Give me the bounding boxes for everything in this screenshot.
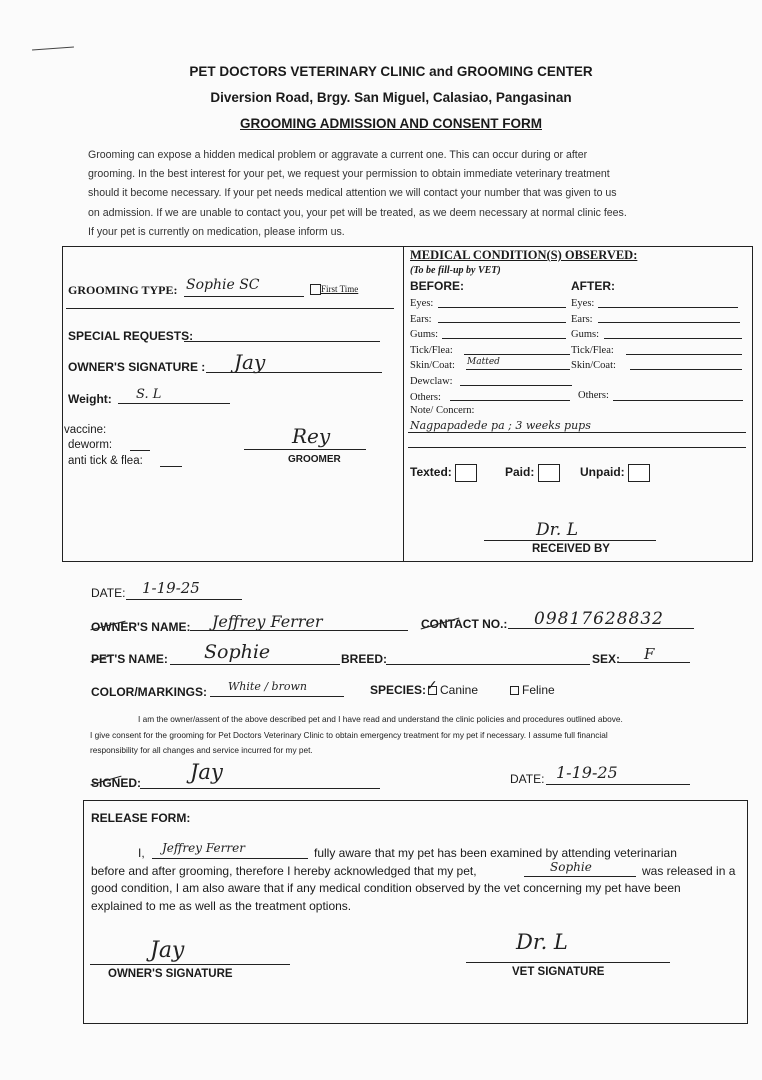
paid-checkbox[interactable]: [538, 464, 560, 482]
after-line: [626, 354, 742, 355]
before-skincoat-label: Skin/Coat:: [410, 360, 455, 372]
paid-label: [505, 464, 560, 482]
clinic-name: PET DOCTORS VETERINARY CLINIC and GROOMING CENTER: [189, 64, 593, 79]
date-line: [126, 599, 242, 600]
release-owner-value[interactable]: Jeffrey Ferrer: [162, 841, 245, 855]
anti-tick-line: [160, 466, 182, 467]
pet-name-line: [170, 664, 340, 665]
date2-value[interactable]: 1-19-25: [556, 763, 618, 782]
release-owner-sig-label: OWNER'S SIGNATURE: [108, 968, 233, 980]
weight-line: [118, 403, 230, 404]
skin-coat-before-value[interactable]: Matted: [467, 357, 500, 367]
after-ears-label: Ears:: [571, 313, 593, 325]
color-value[interactable]: White / brown: [228, 680, 307, 693]
release-text-3: was released in a: [642, 864, 736, 878]
medical-title: MEDICAL CONDITION(S) OBSERVED:: [410, 248, 638, 262]
after-line: [598, 307, 738, 308]
signed-line: [140, 788, 380, 789]
received-label: RECEIVED BY: [532, 543, 610, 555]
before-line: [438, 322, 566, 323]
before-others-label: Others:: [410, 391, 441, 403]
consent-line: I give consent for the grooming for Pet Doctors Veterinary Clinic to obtain emergency treatment for my pet if necessary. I assume full financial: [90, 729, 608, 740]
consent-line: I am the owner/assent of the above described pet and I have read and understand the clinic policies and procedures outlined above.: [138, 714, 623, 724]
contact-label: CONTACT NO.:: [421, 617, 508, 631]
paid-text: Paid:: [505, 465, 535, 480]
consent-line: responsibility for all changes and service incurred for my pet.: [90, 745, 313, 755]
weight-value[interactable]: S. L: [136, 387, 162, 402]
signed-value[interactable]: Jay: [190, 760, 223, 784]
contact-value[interactable]: 09817628832: [534, 609, 664, 629]
anti-tick-label: anti tick & flea:: [68, 455, 143, 467]
release-vet-signature[interactable]: Dr. L: [516, 930, 568, 954]
special-requests-line: [184, 341, 380, 342]
before-column: [410, 296, 455, 405]
after-line: [630, 369, 742, 370]
note-value[interactable]: Nagpapadede pa ; 3 weeks pups: [410, 419, 591, 432]
before-line: [464, 354, 570, 355]
release-text-2: before and after grooming, therefore I hereby acknowledged that my pet,: [91, 864, 477, 878]
intro-line: grooming. In the best interest for your pet, we request your permission to obtain immediate veterinary treatment: [88, 168, 610, 181]
deworm-label: deworm:: [68, 439, 113, 451]
before-line: [460, 385, 572, 386]
note-label: Note/ Concern:: [410, 405, 475, 416]
after-line: [598, 322, 740, 323]
groomer-label: GROOMER: [288, 454, 341, 465]
unpaid-checkbox[interactable]: [628, 464, 650, 482]
after-gums-label: Gums:: [571, 329, 600, 341]
feline-label: Feline: [522, 683, 555, 697]
breed-label: BREED:: [341, 652, 388, 666]
after-others-label: Others:: [578, 390, 609, 401]
note-line-2: [408, 447, 746, 448]
intro-line: Grooming can expose a hidden medical problem or aggravate a current one. This can occur during or after: [88, 149, 588, 161]
intro-line: If your pet is currently on medication, please inform us.: [88, 225, 345, 238]
unpaid-text: Unpaid:: [580, 465, 625, 480]
release-text-5: explained to me as well as the treatment options.: [91, 899, 352, 913]
canine-check-mark: ✓: [426, 678, 438, 694]
release-vet-sig-label: VET SIGNATURE: [512, 966, 605, 978]
medical-subtitle: (To be fill-up by VET): [410, 265, 501, 276]
release-pet-line: [524, 876, 636, 877]
color-line: [210, 696, 344, 697]
texted-text: Texted:: [410, 465, 452, 480]
release-i-label: I,: [138, 846, 145, 860]
owner-signature-value[interactable]: Jay: [234, 350, 266, 374]
release-vet-sig-line: [466, 962, 670, 963]
before-gums-label: Gums:: [410, 329, 439, 341]
color-label: COLOR/MARKINGS:: [91, 685, 207, 699]
before-tickflea-label: Tick/Flea:: [410, 344, 453, 356]
consent-text: [90, 712, 623, 759]
before-label: BEFORE:: [410, 279, 464, 293]
pet-name-value[interactable]: Sophie: [204, 641, 271, 663]
after-skincoat-label: Skin/Coat:: [571, 360, 616, 372]
after-label: AFTER:: [571, 279, 615, 293]
groomer-line: [244, 449, 366, 450]
before-eyes-label: Eyes:: [410, 298, 434, 309]
intro-line: on admission. If we are unable to contact you, your pet will be treated, as we deem necessary at normal clinic fees.: [88, 206, 627, 219]
stray-pen-mark: [32, 47, 74, 51]
release-pet-value[interactable]: Sophie: [550, 860, 592, 874]
release-title: RELEASE FORM:: [91, 811, 191, 825]
release-owner-line: [152, 858, 308, 859]
breed-line: [386, 664, 590, 665]
form-title: GROOMING ADMISSION AND CONSENT FORM: [240, 116, 542, 131]
before-line: [450, 400, 570, 401]
received-signature[interactable]: Dr. L: [536, 520, 578, 540]
deworm-line: [130, 450, 150, 451]
first-time-label: First Time: [321, 284, 359, 294]
grooming-type-value[interactable]: Sophie SC: [186, 277, 260, 293]
intro-paragraph: [88, 146, 627, 242]
release-text-4: good condition, I am also aware that if any medical condition observed by the vet concerning my pet have been: [91, 881, 681, 895]
received-line: [484, 540, 656, 541]
before-dewclaw-label: Dewclaw:: [410, 375, 453, 387]
after-line: [613, 400, 743, 401]
date2-label: DATE:: [510, 772, 545, 786]
owner-name-line: [190, 630, 408, 631]
release-text-1: fully aware that my pet has been examined by attending veterinarian: [314, 846, 677, 860]
before-ears-label: Ears:: [410, 313, 432, 325]
signed-label: SIGNED:: [91, 776, 142, 790]
owner-name-label: OWNER'S NAME:: [91, 620, 191, 634]
grooming-type-underline: [66, 308, 394, 309]
sex-label: SEX:: [592, 652, 621, 666]
texted-label: [410, 464, 477, 482]
date-label: DATE:: [91, 586, 126, 600]
after-tickflea-label: Tick/Flea:: [571, 344, 614, 356]
release-owner-signature[interactable]: Jay: [150, 938, 185, 963]
first-time-checkbox[interactable]: [310, 284, 321, 295]
unpaid-label: [580, 464, 650, 482]
weight-label: Weight:: [68, 392, 112, 406]
after-line: [604, 338, 742, 339]
date2-line: [546, 784, 690, 785]
before-line: [438, 307, 566, 308]
pet-name-label: PET'S NAME:: [91, 652, 168, 666]
contact-line: [508, 628, 694, 629]
sex-value[interactable]: F: [644, 645, 655, 663]
panel-divider: [403, 247, 404, 561]
groomer-signature[interactable]: Rey: [292, 424, 331, 448]
owner-signature-label: OWNER'S SIGNATURE :: [68, 360, 206, 374]
vaccine-label: vaccine:: [64, 424, 107, 436]
special-requests-label: SPECIAL REQUESTS:: [68, 329, 194, 343]
after-eyes-label: Eyes:: [571, 298, 595, 309]
sex-line: [618, 662, 690, 663]
canine-label: Canine: [440, 683, 479, 697]
note-line: [408, 432, 746, 433]
owner-signature-line: [206, 372, 382, 373]
release-owner-sig-line: [90, 964, 290, 965]
owner-name-value[interactable]: Jeffrey Ferrer: [212, 612, 323, 631]
date-value[interactable]: 1-19-25: [142, 579, 200, 597]
grooming-type-label: GROOMING TYPE:: [68, 283, 178, 297]
clinic-address: Diversion Road, Brgy. San Miguel, Calasiao, Pangasinan: [210, 90, 572, 105]
feline-checkbox[interactable]: [510, 686, 519, 695]
texted-checkbox[interactable]: [455, 464, 477, 482]
intro-line: should it become necessary. If your pet needs medical attention we will contact your number that was given to us: [88, 187, 617, 200]
before-line: [442, 338, 566, 339]
before-line: [466, 369, 570, 370]
species-label: SPECIES:: [370, 683, 427, 697]
grooming-type-line: [184, 296, 304, 297]
